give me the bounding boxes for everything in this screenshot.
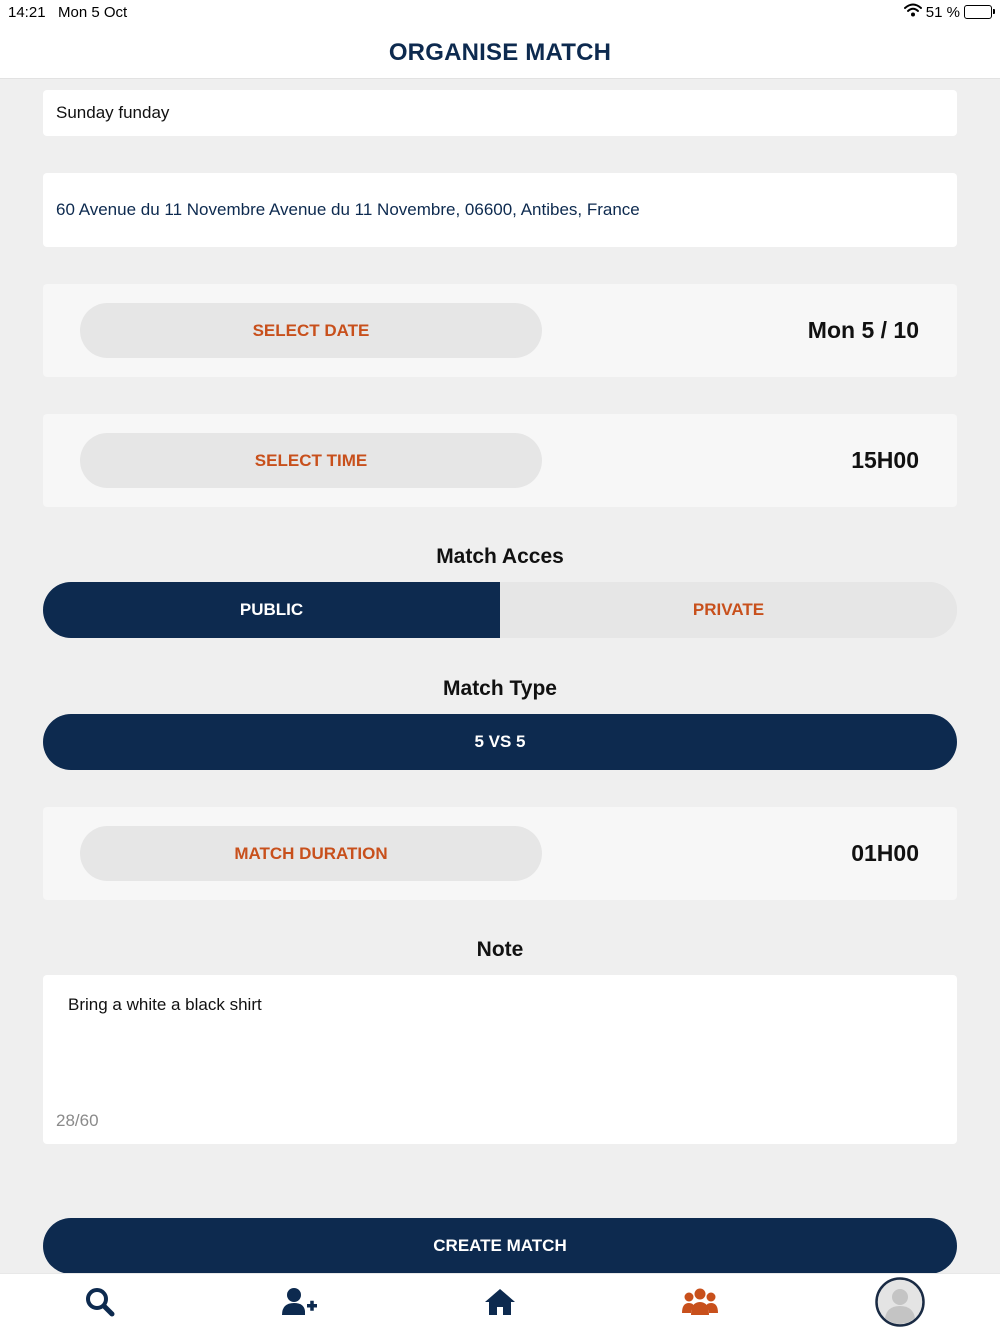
create-match-button[interactable]: CREATE MATCH [43,1218,957,1274]
tab-add-user[interactable] [270,1274,330,1334]
tab-profile[interactable] [870,1274,930,1334]
match-type-title: Match Type [443,677,557,700]
select-date-button[interactable]: SELECT DATE [80,303,542,358]
group-icon [682,1287,718,1322]
home-icon [483,1287,517,1322]
tab-home[interactable] [470,1274,530,1334]
match-access-segmented-control [43,582,957,638]
match-access-title: Match Acces [436,545,564,568]
status-date: Mon 5 Oct [58,4,128,21]
page-title: ORGANISE MATCH [388,39,612,66]
match-duration-button[interactable]: MATCH DURATION [80,826,542,881]
note-title: Note [476,938,524,961]
private-option[interactable]: PRIVATE [500,582,957,638]
selected-date-value: Mon 5 / 10 [807,317,919,343]
bottom-tab-bar [0,1273,1000,1334]
status-bar [0,0,1000,26]
tab-groups[interactable] [670,1274,730,1334]
time-picker-row [43,414,957,507]
page-header [0,26,1000,79]
duration-picker-row [43,807,957,900]
wifi-icon [904,3,922,21]
status-indicators [904,3,992,21]
public-option[interactable]: PUBLIC [43,582,500,638]
select-time-button[interactable]: SELECT TIME [80,433,542,488]
selected-duration-value: 01H00 [851,840,919,866]
address-field[interactable]: 60 Avenue du 11 Novembre Avenue du 11 Novembre, 06600, Antibes, France [43,173,957,247]
battery-percentage: 51 % [925,3,960,21]
tab-search[interactable] [70,1274,130,1334]
search-icon [84,1286,116,1323]
match-type-selector[interactable]: 5 VS 5 [43,714,957,770]
date-picker-row [43,284,957,377]
note-textarea[interactable] [43,975,957,1144]
status-time: 14:21 [8,4,46,21]
battery-icon [964,5,992,19]
match-name-input[interactable]: Sunday funday [43,90,957,136]
selected-time-value: 15H00 [851,447,919,473]
avatar [875,1277,925,1332]
note-text: Bring a white a black shirt [68,995,262,1014]
character-counter: 28/60 [56,1111,99,1130]
add-user-icon [282,1287,318,1322]
